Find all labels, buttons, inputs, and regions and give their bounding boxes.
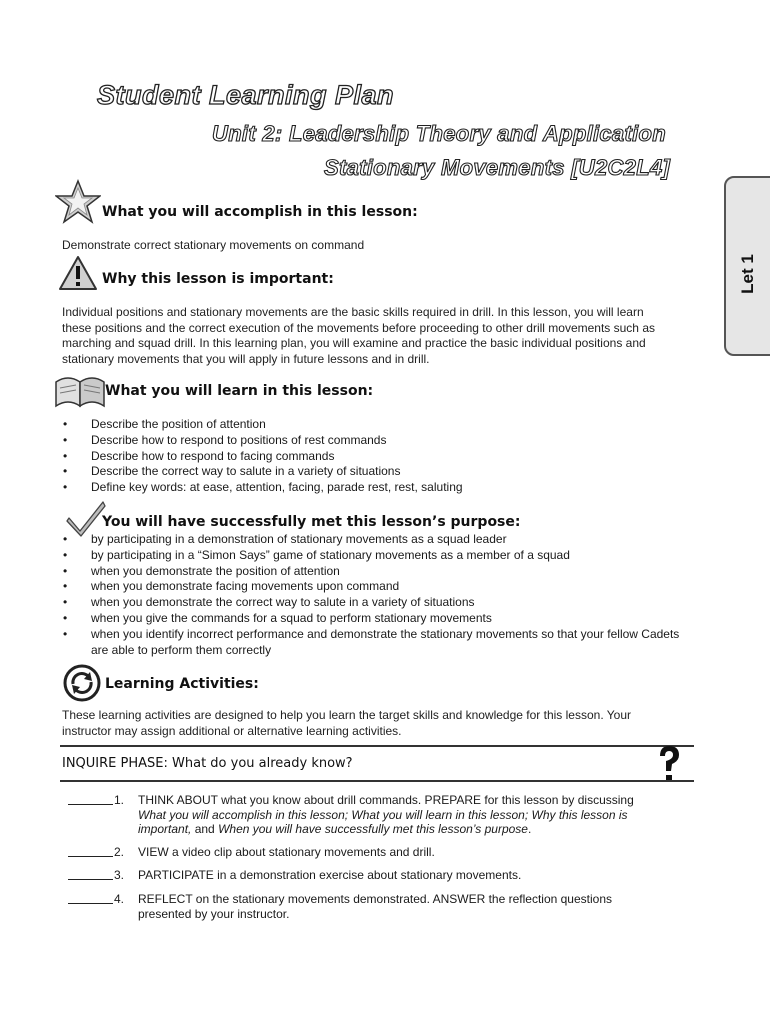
activities-text: These learning activities are designed to help you learn the target skills and knowledge for this lesson. Your instructor may assign additional or alternative learning activities. — [62, 708, 632, 738]
list-item: • Describe the correct way to salute in a variety of situations — [63, 464, 683, 480]
important-heading: Why this lesson is important: — [102, 271, 334, 287]
activity-item — [68, 868, 668, 884]
list-item: • when you demonstrate facing movements upon command — [63, 579, 683, 595]
warning-icon — [58, 255, 98, 291]
activity-text: VIEW a video clip about stationary movements and drill. — [138, 845, 435, 859]
cycle-icon — [63, 664, 101, 702]
important-text: Individual positions and stationary movements are the basic skills required in drill. In this lesson, you will learn these positions and the correct execution of the movements before proceeding to other drill movements such as marching and squad drill. In this learning plan, you will examine and practice the basic individual positions and stationary movements that you will apply in future lessons and in drill. — [62, 305, 655, 366]
list-item: • Describe how to respond to positions of rest commands — [63, 433, 683, 449]
divider-bottom — [60, 780, 694, 782]
list-item: • when you identify incorrect performance and demonstrate the stationary movements so that your fellow Cadets are able to perform them correctly — [63, 627, 683, 659]
activities-heading: Learning Activities: — [105, 676, 259, 692]
activity-text: PARTICIPATE in a demonstration exercise about stationary movements. — [138, 868, 522, 882]
unit-title: Unit 2: Leadership Theory and Application — [212, 121, 666, 146]
page-title: Student Learning Plan — [97, 80, 395, 110]
star-icon — [55, 179, 101, 225]
inquire-heading: INQUIRE PHASE: What do you already know? — [62, 756, 353, 771]
list-item: • Describe how to respond to facing commands — [63, 449, 683, 465]
section-tab-label: Let 1 — [737, 254, 757, 294]
list-item: • by participating in a “Simon Says” game of stationary movements as a member of a squad — [63, 548, 683, 564]
accomplish-text: Demonstrate correct stationary movements on command — [62, 238, 365, 252]
activity-item — [68, 793, 668, 838]
activity-blank[interactable] — [68, 892, 113, 904]
activity-number: 2. — [114, 845, 125, 859]
learn-list — [63, 417, 683, 496]
activity-item — [68, 845, 668, 861]
activity-number: 4. — [114, 892, 125, 906]
question-icon — [656, 744, 682, 784]
list-item: • when you demonstrate the correct way to salute in a variety of situations — [63, 595, 683, 611]
activity-item — [68, 892, 668, 924]
divider-top — [60, 745, 694, 747]
list-item: • when you give the commands for a squad to perform stationary movements — [63, 611, 683, 627]
learn-heading: What you will learn in this lesson: — [105, 383, 374, 399]
purpose-list — [63, 532, 683, 658]
lesson-title: Stationary Movements [U2C2L4] — [324, 155, 671, 180]
list-item: • by participating in a demonstration of stationary movements as a squad leader — [63, 532, 683, 548]
list-item: • Define key words: at ease, attention, facing, parade rest, rest, saluting — [63, 480, 683, 496]
activity-blank[interactable] — [68, 793, 113, 805]
accomplish-heading: What you will accomplish in this lesson: — [102, 204, 418, 220]
activity-text: THINK ABOUT what you know about drill commands. PREPARE for this lesson by discussing What you will accomplish in this lesson; What you will learn in this lesson; Why this lesson is important, and When you will have successfully met this lesson’s purpose. — [138, 793, 634, 836]
activity-blank[interactable] — [68, 845, 113, 857]
activity-number: 3. — [114, 868, 125, 882]
book-icon — [52, 370, 108, 410]
activity-blank[interactable] — [68, 868, 113, 880]
section-tab — [724, 176, 770, 356]
activity-text: REFLECT on the stationary movements demonstrated. ANSWER the reflection questions presented by your instructor. — [138, 892, 612, 921]
list-item: • Describe the position of attention — [63, 417, 683, 433]
list-item: • when you demonstrate the position of attention — [63, 564, 683, 580]
activity-number: 1. — [114, 793, 125, 807]
purpose-heading: You will have successfully met this lesson’s purpose: — [102, 514, 521, 530]
